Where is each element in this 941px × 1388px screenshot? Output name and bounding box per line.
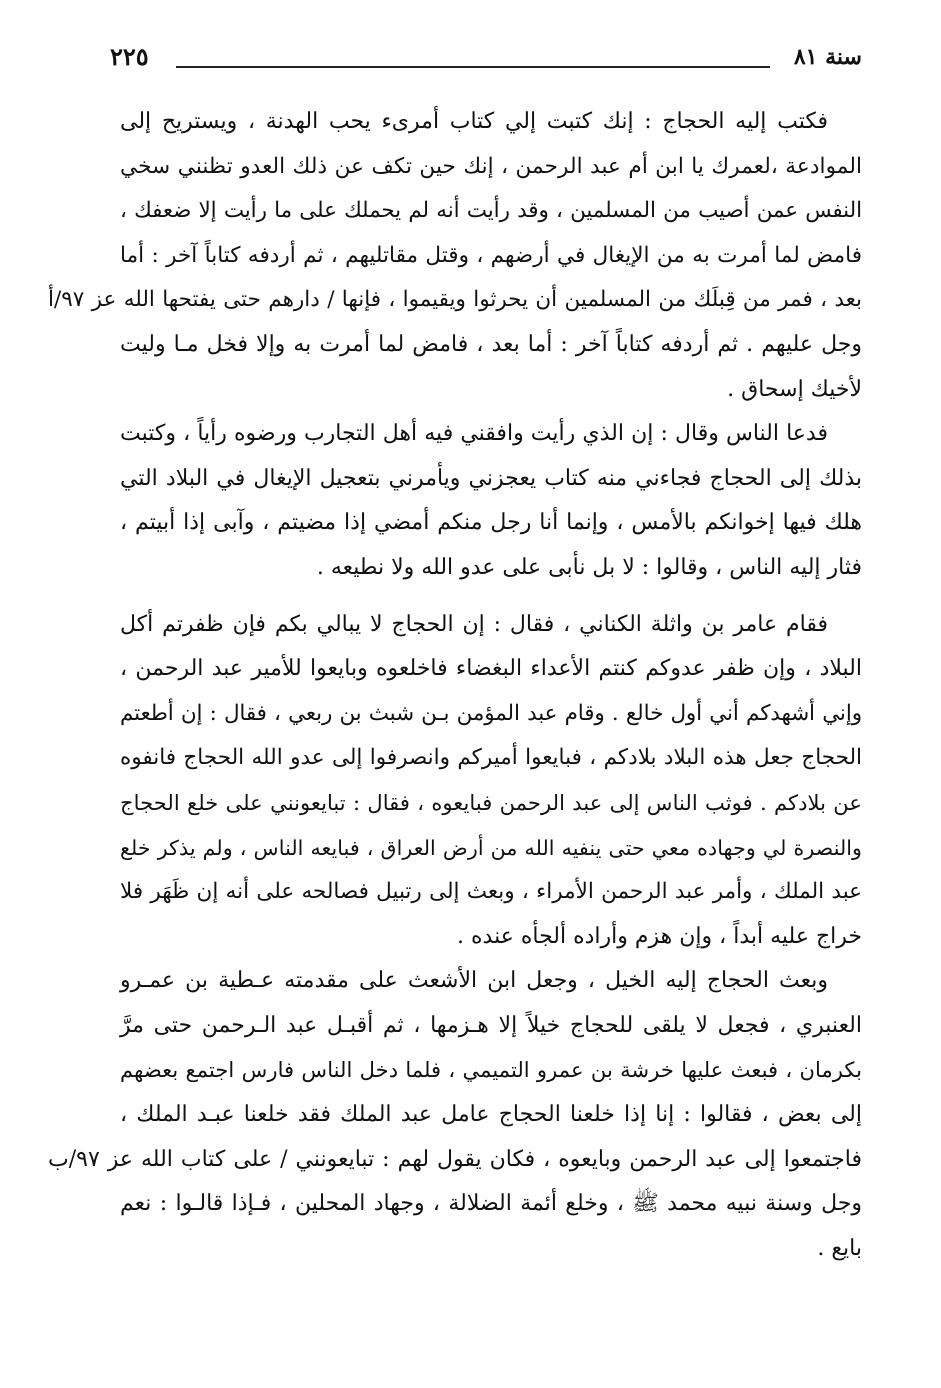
text-line: خراج عليه أبداً ، وإن هزم وأراده ألجأه عنده . (457, 923, 862, 949)
running-head-year: سنة ٨١ (793, 44, 862, 70)
page-number: ٢٢٥ (110, 42, 149, 71)
text-line: وجل عليهم . ثم أردفه كتاباً آخر : أما بعد ، فامض لما أمرت به وإلا فخل مـا وليت (120, 331, 862, 357)
text-line: البلاد ، وإن ظفر عدوكم كنتم الأعداء البغضاء فاخلعوه وبايعوا للأمير عبد الرحمن ، (120, 656, 862, 682)
paragraph (48, 959, 862, 1271)
text-line: وبعث الحجاج إليه الخيل ، وجعل ابن الأشعث على مقدمته عـطية بن عمـرو (120, 968, 828, 994)
text-line: فامض لما أمرت به من الإيغال في أرضهم ، وقتل مقاتليهم ، ثم أردفه كتاباً آخر : أما (120, 242, 862, 268)
text-line: هلك فيها إخوانكم بالأمس ، وإنما أنا رجل منكم أمضي إذا مضيتم ، وآبى إذا أبيتم ، (120, 510, 862, 536)
page-body (48, 100, 862, 1271)
text-line-with-folio-marker: فاجتمعوا إلى عبد الرحمن وبايعوه ، فكان يقول لهم : تبايعونني / على كتاب الله عز ٩٧/ب (48, 1146, 862, 1172)
text-line: فثار إليه الناس ، وقالوا : لا بل نأبى على عدو الله ولا نطيعه . (316, 554, 862, 580)
text-line: عبد الملك ، وأمر عبد الرحمن الأمراء ، وبعث إلى رتبيل فصالحه على أنه إن ظَهَر فلا (120, 879, 862, 905)
text-line: الحجاج جعل هذه البلاد بلادكم ، فبايعوا أميركم وانصرفوا إلى عدو الله الحجاج فانفوه (120, 745, 862, 771)
text-line: عن بلادكم . فوثب الناس إلى عبد الرحمن فبايعوه ، فقال : تبايعونني على خلع الحجاج (120, 789, 862, 815)
header-rule (176, 66, 770, 68)
text-line: الموادعة ،لعمرك يا ابن أم عبد الرحمن ، إنك حين تكف عن ذلك العدو تظنني سخي (120, 153, 862, 179)
text-line: النفس عمن أصيب من المسلمين ، وقد رأيت أنه لم يحملك على ما رأيت إلا ضعفك ، (120, 198, 862, 224)
text-line: بذلك إلى الحجاج فجاءني منه كتاب يعجزني ويأمرني بتعجيل الإيغال في البلاد التي (120, 465, 862, 491)
paragraph (48, 100, 862, 412)
text-line: فكتب إليه الحجاج : إنك كتبت إلي كتاب أمرىء يحب الهدنة ، ويستريح إلى (120, 109, 828, 134)
text-line: فقام عامر بن واثلة الكناني ، فقال : إن الحجاج لا يبالي بكم فإن ظفرتم أكل (120, 611, 828, 637)
paragraph (120, 412, 862, 590)
text-line: والنصرة لي وجهاده معي حتى ينفيه الله من أرض العراق ، فبايعه الناس ، ولم يذكر خلع (120, 835, 862, 860)
text-line: إلى بعض ، فقالوا : إنا إذا خلعنا الحجاج عامل عبد الملك فقد خلعنا عبـد الملك ، (120, 1102, 862, 1128)
text-line: فدعا الناس وقال : إن الذي رأيت وافقني فيه أهل التجارب ورضوه رأياً ، وكتبت (120, 421, 828, 447)
text-line: بكرمان ، فبعث عليها خرشة بن عمرو التميمي ، فلما دخل الناس فارس اجتمع بعضهم (120, 1057, 862, 1083)
page-header (110, 44, 862, 80)
paragraph (120, 603, 862, 960)
text-line: وإني أشهدكم أني أول خالع . وقام عبد المؤمن بـن شبث بن ربعي ، فقال : إن أطعتم (120, 700, 862, 726)
text-line: لأخيك إسحاق . (727, 376, 862, 402)
text-line: بايع . (817, 1235, 862, 1261)
text-line: وجل وسنة نبيه محمد ﷺ ، وخلع أئمة الضلالة ، وجهاد المحلين ، فـإذا قالـوا : نعم (120, 1191, 862, 1217)
text-line-with-folio-marker: بعد ، فمر من قِبلَك من المسلمين أن يحرثوا ويقيموا ، فإنها / دارهم حتى يفتحها الله عز ٩٧/أ (48, 287, 862, 313)
text-line: العنبري ، فجعل لا يلقى للحجاج خيلاً إلا هـزمها ، ثم أقبـل عبد الـرحمن حتى مرَّ (120, 1012, 862, 1038)
